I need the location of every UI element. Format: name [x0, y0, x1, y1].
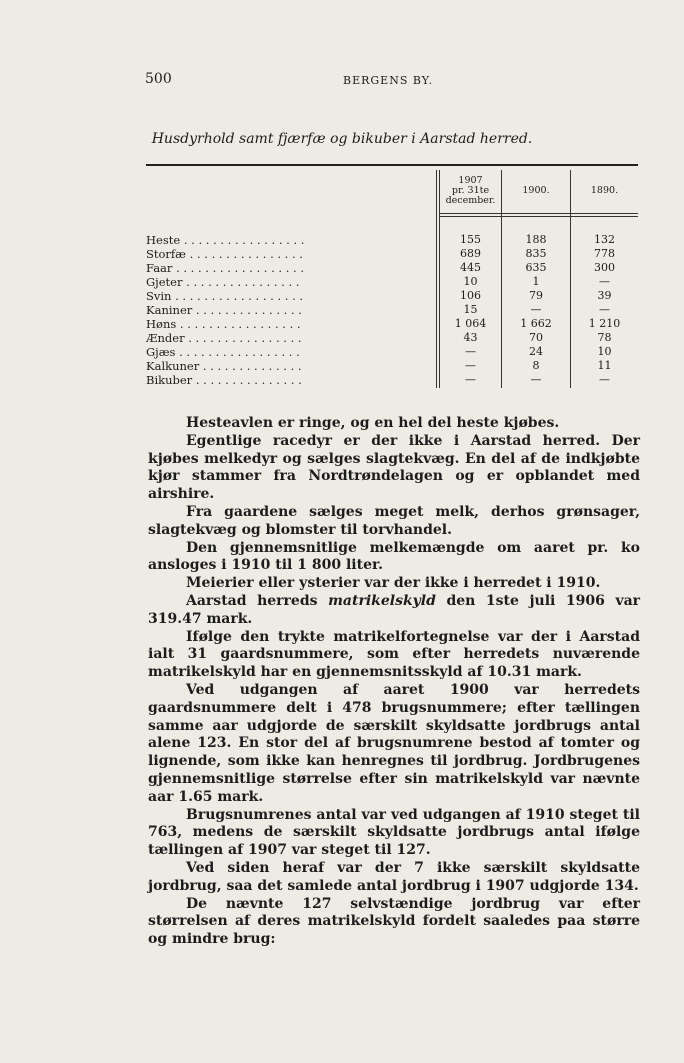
- table-cell: —: [530, 303, 542, 316]
- paragraph-text: Aarstad herreds: [186, 592, 318, 609]
- row-label-gjeter: Gjeter . . . . . . . . . . . . . . . .: [146, 275, 300, 289]
- paragraph: Meierier eller ysterier var der ikke i herredet i 1910.: [186, 575, 601, 592]
- table-cell: —: [465, 359, 476, 372]
- table-cell: 10: [463, 275, 478, 288]
- column-header-line: 1900.: [522, 185, 550, 196]
- table-cell: —: [465, 345, 476, 358]
- table-cell: 43: [463, 331, 478, 344]
- table-cell: —: [599, 275, 610, 288]
- paragraph: Fra gaardene sælges meget melk, derhos grønsager, slagtekvæg og blomster til torvhandel.: [148, 503, 640, 538]
- table-cell: 132: [594, 233, 615, 246]
- row-label-gjaes: Gjæs . . . . . . . . . . . . . . . . .: [146, 345, 300, 359]
- table-cell: 155: [460, 233, 481, 246]
- column-divider: [436, 170, 437, 388]
- paragraph: Brugsnumrenes antal var ved udgangen af 1910 steget til 763, medens de særskilt skyldsatte jordbrugs antal ifølge tællingen af 1907 var steget til 127.: [148, 806, 640, 859]
- table-cell: 70: [529, 331, 543, 344]
- table-cell: 835: [525, 247, 547, 260]
- table-cell: 188: [525, 233, 547, 246]
- row-label-svin: Svin . . . . . . . . . . . . . . . . . .: [146, 289, 304, 303]
- paragraph-matrikelskyld: [148, 593, 640, 629]
- column-header-line: 1907: [458, 175, 483, 186]
- paragraph: Den gjennemsnitlige melkemængde om aaret pr. ko ansloges i 1910 til 1 800 liter.: [148, 539, 640, 574]
- column-header-line: december.: [445, 195, 496, 206]
- table-cell: 1 662: [520, 317, 552, 330]
- page-number: 500: [145, 71, 172, 87]
- column-header-1890: [571, 186, 638, 196]
- table-cell: 24: [529, 345, 543, 358]
- table-cell: 10: [597, 345, 612, 358]
- column-header-line: pr. 31te: [451, 185, 490, 196]
- table-cell: 300: [594, 261, 615, 274]
- paragraph-text: den 1ste juli 1906 var 319.47 mark.: [148, 592, 641, 627]
- table-cell: —: [599, 303, 610, 316]
- table-cell: —: [599, 373, 610, 386]
- livestock-table: [146, 166, 638, 390]
- row-label-aender: Ænder . . . . . . . . . . . . . . . .: [146, 331, 302, 345]
- row-label-heste: Heste . . . . . . . . . . . . . . . . .: [146, 233, 305, 247]
- row-label-hons: Høns . . . . . . . . . . . . . . . . .: [146, 317, 301, 331]
- table-cell: 11: [597, 359, 612, 372]
- table-cell: 778: [594, 247, 615, 260]
- table-cell: 15: [463, 303, 478, 316]
- table-cell: 445: [460, 261, 481, 274]
- paragraph: Ved udgangen af aaret 1900 var herredets gaardsnummere delt i 478 brugsnummere; efter tællingen samme aar udgjorde de særskilt skyldsatte jordbrugs antal alene 123. En stor del af brugsnumrene bestod af tomter og lignende, som ikke kan henregnes til jordbrug. Jordbrugenes gjennemsnitlige størrelse efter sin matrikelskyld var nævnte aar 1.65 mark.: [148, 681, 640, 805]
- row-label-kalkuner: Kalkuner . . . . . . . . . . . . . .: [146, 359, 302, 373]
- table-cell: 79: [529, 289, 543, 302]
- header-rule: [439, 213, 638, 214]
- emphasized-term: matrikelskyld: [328, 592, 436, 609]
- row-label-storfae: Storfæ . . . . . . . . . . . . . . . .: [146, 247, 303, 261]
- table-cell: 39: [597, 289, 612, 302]
- row-label-faar: Faar . . . . . . . . . . . . . . . . . .: [146, 261, 305, 275]
- table-cell: 689: [460, 247, 481, 260]
- table-cell: 106: [460, 289, 481, 302]
- running-title: BERGENS BY.: [343, 74, 434, 87]
- table-cell: 8: [532, 359, 540, 372]
- row-label-kaniner: Kaniner . . . . . . . . . . . . . . .: [146, 303, 302, 317]
- table-cell: 78: [597, 331, 612, 344]
- paragraph: Ved siden heraf var der 7 ikke særskilt skyldsatte jordbrug, saa det samlede antal jordbrug i 1907 udgjorde 134.: [148, 859, 640, 894]
- paragraph: De nævnte 127 selvstændige jordbrug var efter størrelsen af deres matrikelskyld fordelt saaledes paa større og mindre brug:: [148, 895, 640, 948]
- row-label-bikuber: Bikuber . . . . . . . . . . . . . . .: [146, 373, 302, 387]
- table-cell: —: [530, 373, 542, 386]
- table-title: Husdyrhold samt fjærfæ og bikuber i Aarstad herred.: [151, 131, 533, 147]
- table-cell: 1: [532, 275, 540, 288]
- paragraph: Egentlige racedyr er der ikke i Aarstad herred. Der kjøbes melkedyr og sælges slagtekvæg. En del af de indkjøbte kjør stammer fra Nordtrøndelagen og er opblandet med airshire.: [148, 432, 640, 503]
- paragraph: Ifølge den trykte matrikelfortegnelse var der i Aarstad ialt 31 gaardsnummere, som efter herredets nuværende matrikelskyld har en gjennemsnitsskyld af 10.31 mark.: [148, 628, 640, 681]
- column-header-1907: [440, 176, 501, 206]
- header-rule: [439, 216, 638, 217]
- table-cell: 1 064: [454, 317, 487, 330]
- column-header-1900: [502, 186, 570, 196]
- table-cell: 635: [525, 261, 547, 274]
- table-cell: 1 210: [588, 317, 621, 330]
- column-header-line: 1890.: [590, 185, 619, 196]
- body-text: [148, 415, 640, 949]
- table-cell: —: [465, 373, 476, 386]
- paragraph: Hesteavlen er ringe, og en hel del heste kjøbes.: [186, 415, 560, 431]
